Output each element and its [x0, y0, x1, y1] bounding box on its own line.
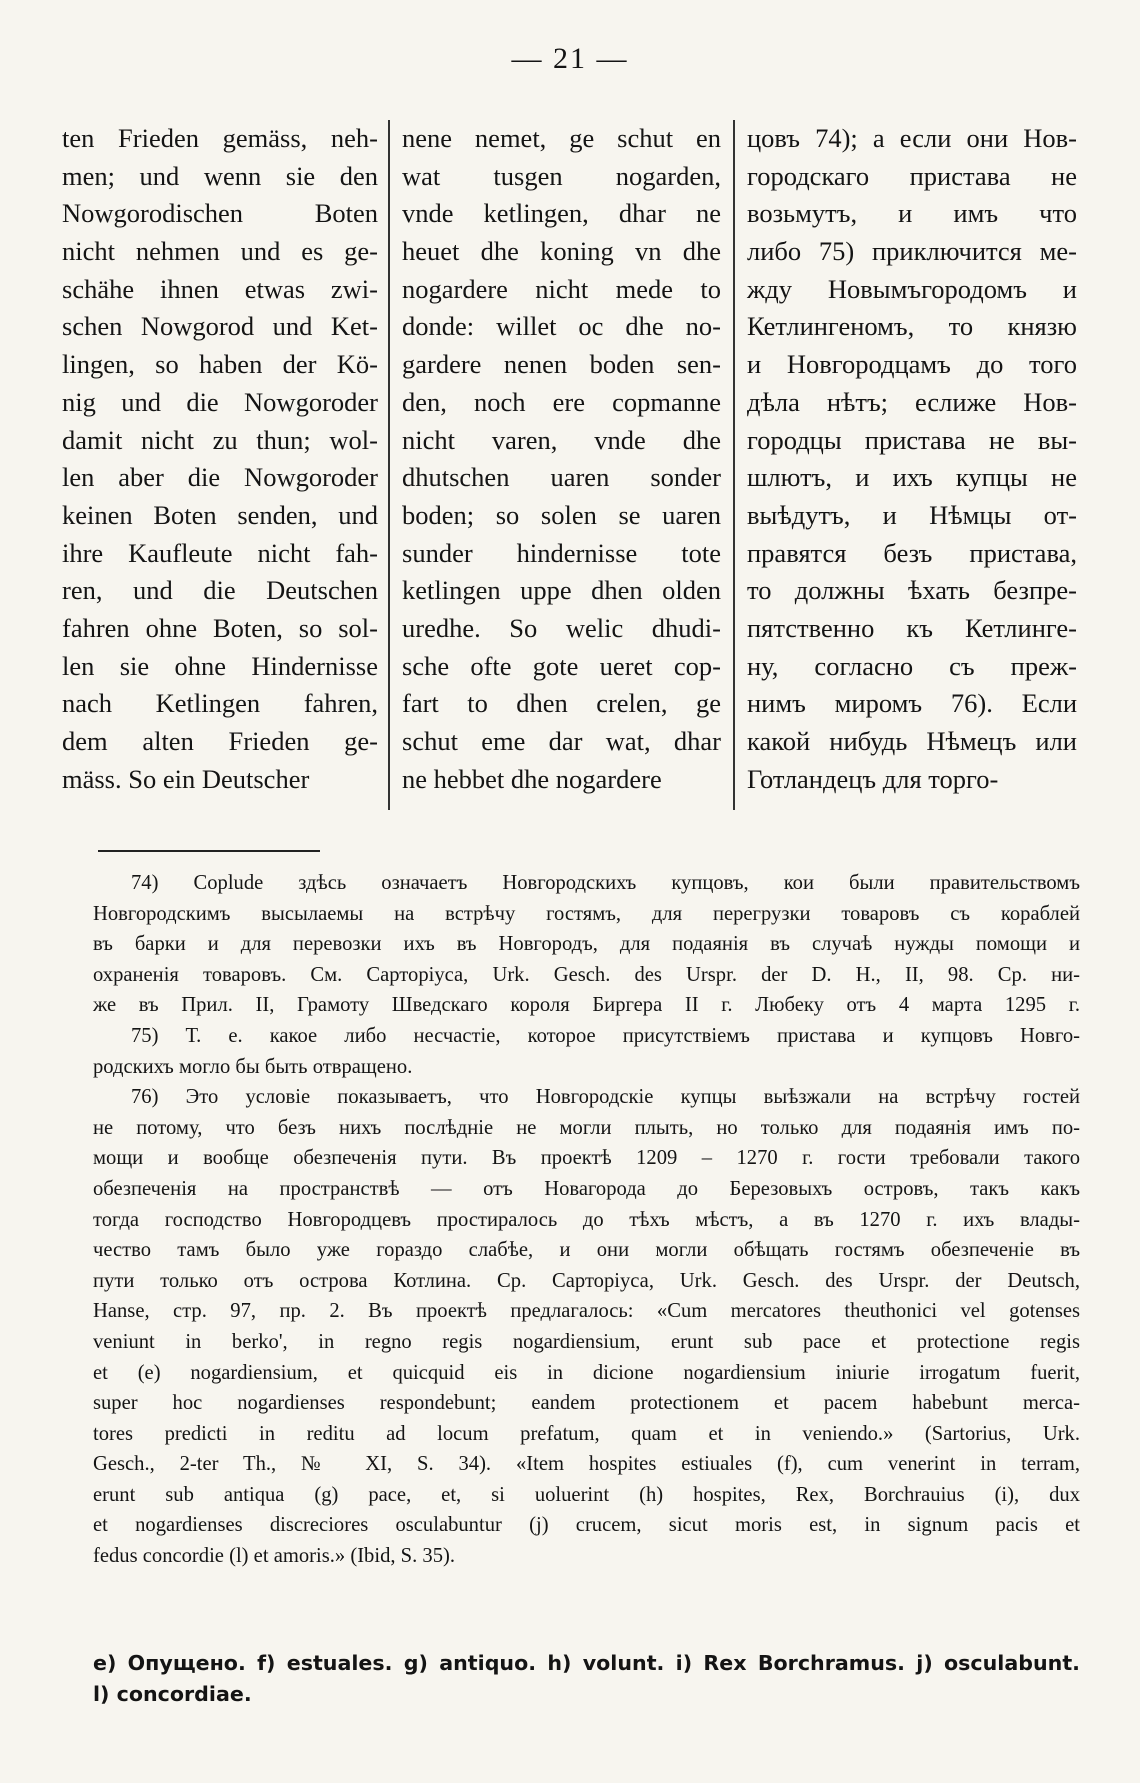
- text-line: nicht nehmen und es ge-: [62, 236, 378, 267]
- text-line: sunder hindernisse tote: [402, 537, 721, 568]
- text-line: ten Frieden gemäss, neh-: [62, 123, 378, 153]
- footnote-line: veniunt in berko', in regno regis nogardiensium, erunt sub pace et protectione regis: [93, 1330, 1080, 1353]
- text-line: Готландецъ для торго-: [747, 763, 999, 794]
- footnote-line: же въ Прил. II, Грамоту Шведскаго короля Биргера II г. Любеку отъ 4 марта 1295 г.: [93, 994, 1080, 1017]
- footnote-line: Gesch., 2-ter Th., № XI, S. 34). «Item hospites estiuales (f), cum venerint in terram,: [93, 1453, 1080, 1476]
- text-line: ne hebbet dhe nogardere: [402, 763, 662, 794]
- text-line: nach Ketlingen fahren,: [62, 688, 378, 719]
- footnote-line: et nogardienses discreciores osculabuntur (j) crucem, sicut moris est, in signum pacis et: [93, 1514, 1080, 1537]
- footnote-line: мощи и вообще обезпеченія пути. Въ проектѣ 1209 – 1270 г. гости требовали такого: [93, 1147, 1080, 1170]
- text-line: нимъ миромъ 76). Если: [747, 688, 1077, 719]
- text-line: gardere nenen boden sen-: [402, 349, 721, 380]
- russian-translation-column: [733, 120, 1077, 810]
- text-line: городскаго пристава не: [747, 160, 1077, 191]
- page-number: — 21 —: [511, 42, 629, 75]
- footnote-line: родскихъ могло бы быть отвращено.: [93, 1055, 413, 1078]
- footnote-line: чество тамъ было уже гораздо слабѣе, и они могли обѣщать гостямъ обезпеченіе въ: [93, 1239, 1080, 1262]
- text-line: schähe ihnen etwas zwi-: [62, 273, 378, 304]
- text-line: ren, und die Deutschen: [62, 575, 378, 606]
- text-line: heuet dhe koning vn dhe: [402, 236, 721, 267]
- text-line: dem alten Frieden ge-: [62, 726, 378, 756]
- text-line: правятся безъ пристава,: [747, 537, 1077, 568]
- footnote-line: Hanse, стр. 97, пр. 2. Въ проектѣ предлагалось: «Cum mercatores theuthonici vel gotenses: [93, 1300, 1080, 1323]
- text-line: boden; so solen se uaren: [402, 499, 721, 530]
- german-translation-column: [62, 120, 388, 810]
- text-line: schen Nowgorod und Ket-: [62, 311, 378, 342]
- footnote-line: et (e) nogardiensium, et quicquid eis in dicione nogardiensium iniurie irrogatum fuerit,: [93, 1361, 1080, 1384]
- text-line: den, noch ere copmanne: [402, 386, 721, 417]
- text-line: шлютъ, и ихъ купцы не: [747, 462, 1077, 493]
- footnote-line: не потому, что безъ нихъ послѣдніе не могли плыть, но только для подаянія имъ по-: [93, 1116, 1080, 1139]
- text-line: nicht varen, vnde dhe: [402, 424, 721, 455]
- text-line: len sie ohne Hindernisse: [62, 650, 378, 681]
- text-line: жду Новымъгородомъ и: [747, 273, 1077, 304]
- text-line: len aber die Nowgoroder: [62, 462, 378, 493]
- text-line: donde: willet oc dhe no-: [402, 311, 721, 342]
- footnote-line: пути только отъ острова Котлина. Ср. Сарторіуса, Urk. Gesch. des Urspr. der Deutsch,: [93, 1269, 1080, 1292]
- text-line: пятственно къ Кетлинге-: [747, 612, 1077, 643]
- text-line: vnde ketlingen, dhar ne: [402, 198, 721, 229]
- footnote-line: erunt sub antiqua (g) pace, et, si uoluerint (h) hospites, Rex, Borchrauius (i), dux: [93, 1483, 1080, 1506]
- text-line: цовъ 74); а если они Нов-: [747, 123, 1077, 153]
- text-line: fart to dhen crelen, ge: [402, 688, 721, 719]
- text-line: ihre Kaufleute nicht fah-: [62, 537, 378, 568]
- text-line: и Новгородцамъ до того: [747, 349, 1077, 380]
- footnote-line: tores predicti in reditu ad locum prefatum, quam et in veniendo.» (Sartorius, Urk.: [93, 1422, 1080, 1445]
- low-german-original-column: [388, 120, 733, 810]
- text-line: damit nicht zu thun; wol-: [62, 424, 378, 455]
- text-line: либо 75) приключится ме-: [747, 236, 1077, 267]
- text-line: то должны ѣхать безпре-: [747, 575, 1077, 606]
- footnote-line: обезпеченія на пространствѣ — отъ Новагорода до Березовыхъ островъ, такъ какъ: [93, 1177, 1080, 1200]
- text-line: fahren ohne Boten, so sol-: [62, 612, 378, 643]
- footnote-line: въ барки и для перевозки ихъ въ Новгородъ, для подаянія въ случаѣ нужды помощи и: [93, 933, 1080, 956]
- footnote-line: super hoc nogardienses respondebunt; eandem protectionem et pacem habebunt merca-: [93, 1392, 1080, 1415]
- parallel-text-columns: [62, 120, 1077, 810]
- variant-line: e) Опущено. f) estuales. g) antiquo. h) volunt. i) Rex Borchramus. j) osculabunt.: [93, 1651, 1080, 1675]
- footnote-separator: [98, 850, 320, 852]
- footnote-line: 76) Это условіе показываетъ, что Новгородскіе купцы выѣзжали на встрѣчу гостей: [131, 1086, 1080, 1109]
- text-line: schut eme dar wat, dhar: [402, 726, 721, 756]
- variant-line: l) concordiae.: [93, 1681, 252, 1706]
- footnote-line: fedus concordie (l) et amoris.» (Ibid, S. 35).: [93, 1545, 456, 1568]
- text-line: sche ofte gote ueret cop-: [402, 650, 721, 681]
- footnote-line: 74) Coplude здѣсь означаетъ Новгородскихъ купцовъ, кои были правительствомъ: [131, 872, 1080, 894]
- text-line: дѣла нѣтъ; еслиже Нов-: [747, 386, 1077, 417]
- text-line: nene nemet, ge schut en: [402, 123, 721, 153]
- text-line: uredhe. So welic dhudi-: [402, 612, 721, 643]
- text-line: выѣдутъ, и Нѣмцы от-: [747, 499, 1077, 530]
- footnote-line: охраненія товаровъ. См. Сарторіуса, Urk. Gesch. des Urspr. der D. H., II, 98. Ср. ни-: [93, 963, 1080, 986]
- text-line: Nowgorodischen Boten: [62, 198, 378, 229]
- text-line: nogardere nicht mede to: [402, 273, 721, 304]
- footnote-line: тогда господство Новгородцевъ простиралось до тѣхъ мѣстъ, а въ 1270 г. ихъ влады-: [93, 1208, 1080, 1231]
- text-line: keinen Boten senden, und: [62, 499, 378, 530]
- text-line: wat tusgen nogarden,: [402, 160, 721, 191]
- text-line: lingen, so haben der Kö-: [62, 349, 378, 380]
- text-line: возьмутъ, и имъ что: [747, 198, 1077, 229]
- footnotes-block: [93, 868, 1080, 1572]
- textual-variants: [93, 1648, 1080, 1709]
- text-line: mäss. So ein Deutscher: [62, 763, 310, 794]
- text-line: ketlingen uppe dhen olden: [402, 575, 721, 606]
- text-line: nig und die Nowgoroder: [62, 386, 378, 417]
- text-line: какой нибудь Нѣмецъ или: [747, 726, 1077, 756]
- footnote-line: Новгородскимъ высылаемы на встрѣчу гостямъ, для перегрузки товаровъ съ кораблей: [93, 902, 1080, 925]
- text-line: dhutschen uaren sonder: [402, 462, 721, 493]
- footnote-line: 75) Т. е. какое либо несчастіе, которое присутствіемъ пристава и купцовъ Новго-: [131, 1024, 1080, 1047]
- text-line: Кетлингеномъ, то князю: [747, 311, 1077, 342]
- text-line: ну, согласно съ преж-: [747, 650, 1077, 681]
- text-line: men; und wenn sie den: [62, 160, 378, 191]
- text-line: городцы пристава не вы-: [747, 424, 1077, 455]
